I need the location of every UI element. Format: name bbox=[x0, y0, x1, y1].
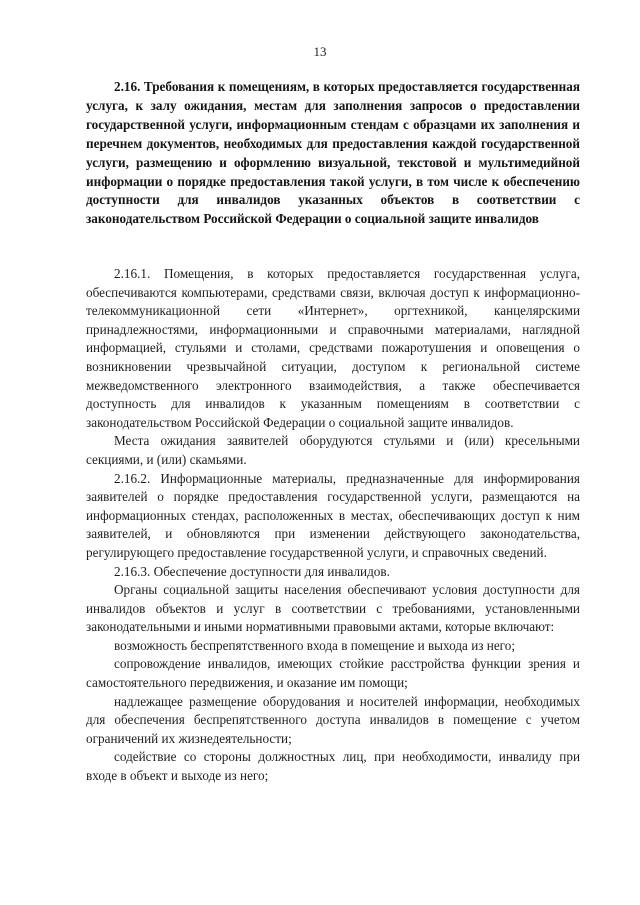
paragraph-2-16-2: 2.16.2. Информационные материалы, предназначенные для информирования заявителей о порядке предоставления государственной услуги, размещаются на информационных стендах, расположенных в местах, обеспечивающих доступ к ним заявителей, и обновляются при изменении действующего законодательства, регулирующего предоставление государственной услуги, и справочных сведений. bbox=[86, 470, 580, 560]
list-item-escort: сопровождение инвалидов, имеющих стойкие расстройства функции зрения и самостоятельного передвижения, и оказание им помощи; bbox=[86, 656, 580, 691]
page-number: 13 bbox=[313, 44, 327, 59]
list-item-equipment-placement: надлежащее размещение оборудования и носителей информации, необходимых для обеспечения беспрепятственного доступа инвалидов в помещение с учетом ограничений их жизнедеятельности; bbox=[86, 693, 580, 746]
paragraph-waiting-places: Места ожидания заявителей оборудуются стульями и (или) кресельными секциями, и (или) скамьями. bbox=[86, 433, 580, 467]
list-item-entry-exit: возможность беспрепятственного входа в помещение и выхода из него; bbox=[114, 637, 516, 653]
document-body bbox=[86, 265, 580, 786]
paragraph-2-16-1: 2.16.1. Помещения, в которых предоставляется государственная услуга, обеспечиваются компьютерами, средствами связи, включая доступ к информационно-телекоммуникационной сети «Интернет», оргтехникой, канцелярскими принадлежностями, информационными и справочными материалами, наглядной информацией, стульями и столами, средствами пожаротушения и оповещения о возникновении чрезвычайной ситуации, доступом к региональной системе межведомственного электронного взаимодействия, а также обеспечивается доступность для инвалидов к указанным помещениям в соответствии с законодательством Российской Федерации о социальной защите инвалидов. bbox=[86, 266, 580, 430]
paragraph-accessibility-conditions: Органы социальной защиты населения обеспечивают условия доступности для инвалидов объектов и услуг в соответствии с требованиями, установленными законодательными и иными нормативными правовыми актами, которые включают: bbox=[86, 582, 580, 635]
paragraph-2-16-3: 2.16.3. Обеспечение доступности для инвалидов. bbox=[114, 563, 390, 579]
section-heading: 2.16. Требования к помещениям, в которых предоставляется государственная услуга, к залу ожидания, местам для заполнения запросов о предоставлении государственной услуги, информационным стендам с образцами их заполнения и перечнем документов, необходимых для предоставления каждой государственной услуги, размещению и оформлению визуальной, текстовой и мультимедийной информации о порядке предоставления такой услуги, в том числе к обеспечению доступности для инвалидов указанных объектов в соответствии с законодательством Российской Федерации о социальной защите инвалидов bbox=[86, 79, 580, 227]
list-item-staff-assistance: содействие со стороны должностных лиц, при необходимости, инвалиду при входе в объект и выходе из него; bbox=[86, 749, 580, 784]
